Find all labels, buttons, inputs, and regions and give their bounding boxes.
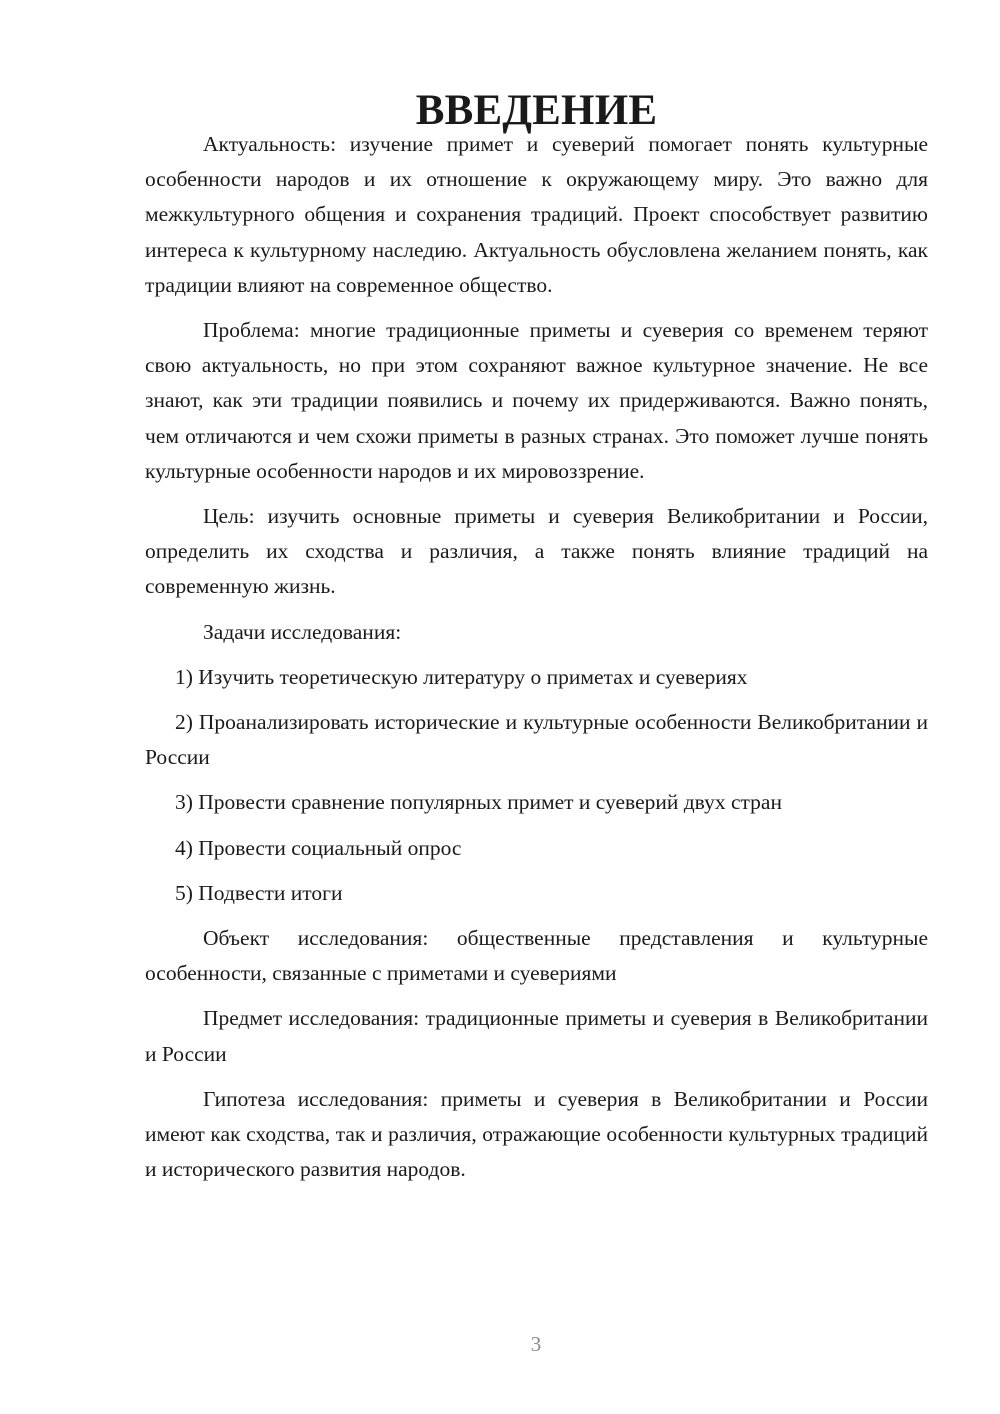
subject-paragraph: Предмет исследования: традиционные приметы и суеверия в Великобритании и России [145, 1006, 928, 1066]
tasks-heading: Задачи исследования: [203, 619, 402, 644]
page-content [145, 87, 928, 1187]
page-heading: ВВЕДЕНИЕ [415, 87, 658, 134]
relevance-paragraph: Актуальность: изучение примет и суеверий помогает понять культурные особенности народов и их отношение к окружающему миру. Это важно для межкультурного общения и сохранения традиций. Проект способствует развитию интереса к культурному наследию. Актуальность обусловлена желанием понять, как традиции влияют на современное общество. [145, 132, 928, 297]
problem-paragraph: Проблема: многие традиционные приметы и суеверия со временем теряют свою актуальность, но при этом сохраняют важное культурное значение. Не все знают, как эти традиции появились и почему их придерживаются. Важно понять, чем отличаются и чем схожи приметы в разных странах. Это поможет лучше понять культурные особенности народов и их мировоззрение. [145, 318, 928, 483]
task-item-2: 2) Проанализировать исторические и культурные особенности Великобритании и России [145, 710, 928, 770]
task-item-5: 5) Подвести итоги [175, 880, 343, 905]
task-item-4: 4) Провести социальный опрос [175, 835, 462, 860]
task-item-3: 3) Провести сравнение популярных примет и суеверий двух стран [175, 790, 782, 815]
goal-paragraph: Цель: изучить основные приметы и суеверия Великобритании и России, определить их сходства и различия, а также понять влияние традиций на современную жизнь. [145, 504, 928, 599]
task-item-1: 1) Изучить теоретическую литературу о приметах и суевериях [175, 664, 748, 689]
object-paragraph: Объект исследования: общественные представления и культурные особенности, связанные с приметами и суевериями [145, 926, 928, 986]
page-number: 3 [530, 1332, 542, 1356]
hypothesis-paragraph: Гипотеза исследования: приметы и суеверия в Великобритании и России имеют как сходства, так и различия, отражающие особенности культурных традиций и исторического развития народов. [145, 1086, 928, 1182]
